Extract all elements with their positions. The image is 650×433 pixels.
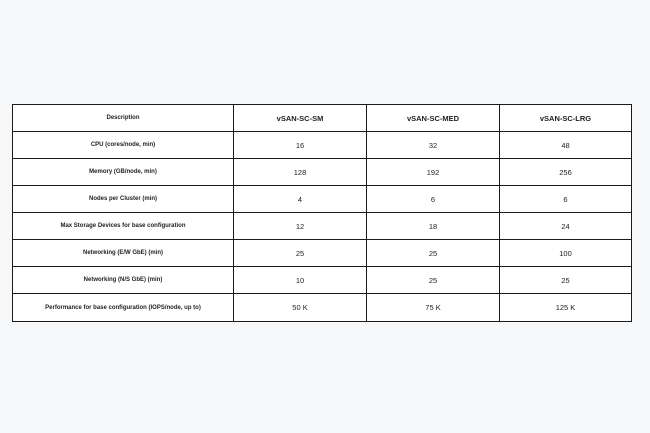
row-label: Memory (GB/node, min): [13, 159, 234, 186]
table-row: [13, 159, 632, 186]
cell-lrg: 125 K: [500, 294, 632, 322]
cell-sm: 16: [234, 132, 367, 159]
table-row: [13, 132, 632, 159]
row-label: Networking (E/W GbE) (min): [13, 240, 234, 267]
header-lrg: vSAN-SC-LRG: [500, 105, 632, 132]
row-label: Performance for base configuration (IOPS/node, up to): [13, 294, 234, 322]
header-sm: vSAN-SC-SM: [234, 105, 367, 132]
table-row: [13, 213, 632, 240]
cell-sm: 25: [234, 240, 367, 267]
cell-lrg: 25: [500, 267, 632, 294]
header-med: vSAN-SC-MED: [367, 105, 500, 132]
row-label: Max Storage Devices for base configuration: [13, 213, 234, 240]
row-label: CPU (cores/node, min): [13, 132, 234, 159]
cell-sm: 4: [234, 186, 367, 213]
header-description: Description: [13, 105, 234, 132]
cell-sm: 10: [234, 267, 367, 294]
cell-sm: 50 K: [234, 294, 367, 322]
cell-sm: 12: [234, 213, 367, 240]
row-label: Networking (N/S GbE) (min): [13, 267, 234, 294]
cell-med: 6: [367, 186, 500, 213]
cell-lrg: 256: [500, 159, 632, 186]
table-row: [13, 294, 632, 322]
table-header-row: [13, 105, 632, 132]
table-row: [13, 240, 632, 267]
cell-med: 32: [367, 132, 500, 159]
cell-med: 25: [367, 240, 500, 267]
cell-med: 18: [367, 213, 500, 240]
cell-lrg: 24: [500, 213, 632, 240]
cell-med: 25: [367, 267, 500, 294]
cell-sm: 128: [234, 159, 367, 186]
cell-lrg: 48: [500, 132, 632, 159]
cell-med: 75 K: [367, 294, 500, 322]
row-label: Nodes per Cluster (min): [13, 186, 234, 213]
cell-med: 192: [367, 159, 500, 186]
table-row: [13, 186, 632, 213]
cell-lrg: 6: [500, 186, 632, 213]
table-row: [13, 267, 632, 294]
cell-lrg: 100: [500, 240, 632, 267]
spec-table: [12, 104, 632, 322]
